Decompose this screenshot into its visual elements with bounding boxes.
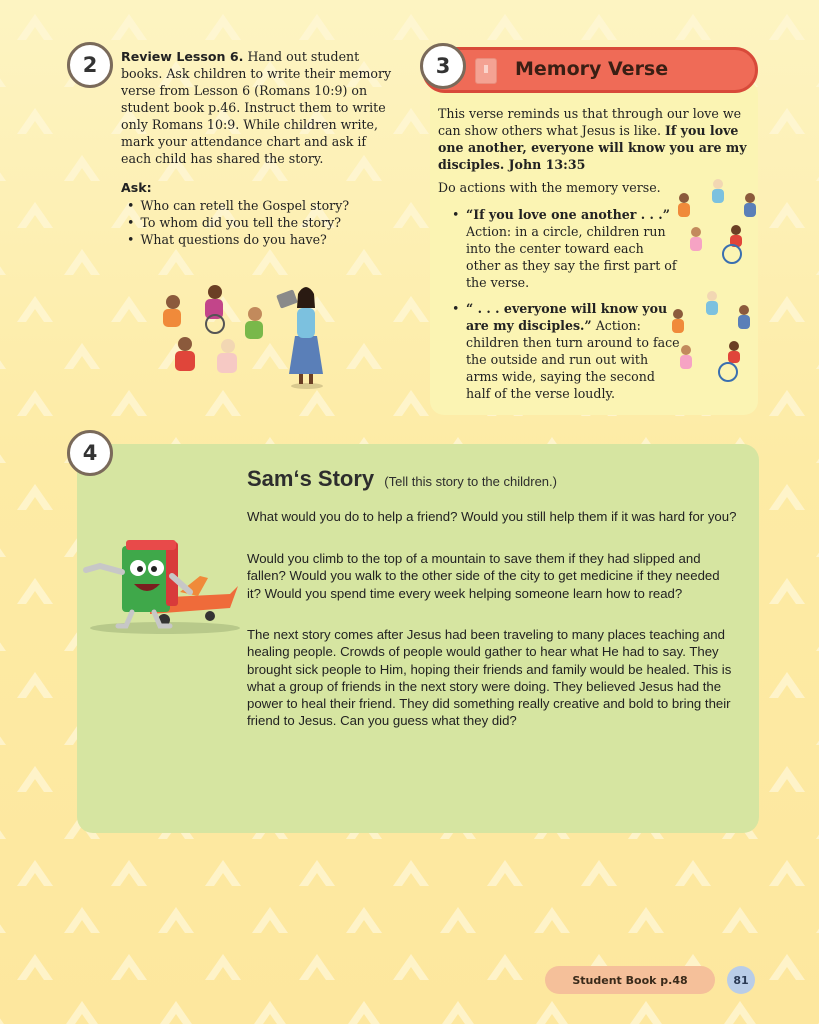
ask-item: • To whom did you tell the story? xyxy=(127,214,349,231)
children-running-in-illustration xyxy=(670,176,762,268)
section-2-instructions xyxy=(121,48,396,167)
verse-quote: “If you love one another . . .” xyxy=(466,207,670,222)
step-3-badge xyxy=(420,43,466,89)
teacher-with-children-illustration xyxy=(155,278,335,393)
memory-verse-intro xyxy=(438,105,748,173)
memory-verse-header xyxy=(422,47,758,93)
story-title-text: Sam‘s Story xyxy=(247,466,375,491)
story-subtitle: (Tell this story to the children.) xyxy=(384,474,557,489)
section-2-lead: Review Lesson 6. xyxy=(121,49,244,64)
ask-label: Ask: xyxy=(121,180,152,195)
book-mascot-illustration xyxy=(80,536,245,636)
step-2-number: 2 xyxy=(82,53,98,77)
page-number-badge xyxy=(727,966,755,994)
story-paragraph: Would you climb to the top of a mountain to save them if they had slipped and fallen? Would you walk to the other side of the city to get medicine if they needed it? Would you spend time every week helping someone learn how to read? xyxy=(247,551,720,601)
verse-action: Action: in a circle, children run into the center toward each other as they say the first part of the verse. xyxy=(466,224,677,290)
step-4-badge xyxy=(67,430,113,476)
step-4-number: 4 xyxy=(82,441,98,465)
step-3-number: 3 xyxy=(435,54,451,78)
do-actions-label: Do actions with the memory verse. xyxy=(438,180,661,195)
page-number: 81 xyxy=(733,973,749,987)
verse-action: Action: children then turn around to face the outside and run out with arms wide, saying the second half of the verse loudly. xyxy=(466,318,680,401)
ask-item: • Who can retell the Gospel story? xyxy=(127,197,349,214)
memory-verse-title: Memory Verse xyxy=(515,58,669,80)
children-running-out-illustration xyxy=(664,288,759,388)
verse-action-item xyxy=(452,300,680,402)
section-2-body: Hand out student books. Ask children to write their memory verse from Lesson 6 (Romans 10:9) on student book p.46. Instruct them to write only Romans 10:9. While children write, mark your attendance chart and ask if each child has shared the story. xyxy=(121,49,392,166)
student-book-reference xyxy=(545,966,715,994)
story-paragraph: The next story comes after Jesus had been traveling to many places teaching and healing people. Crowds of people would gather to hear what He had to say. They brought sick people to Him, hoping their friends and family would be healed. This is what a group of friends in the next story were doing. They believed Jesus had the power to heal their friend. They did something really creative and bold to bring their friend to Jesus. Can you guess what they did? xyxy=(247,627,732,729)
story-title xyxy=(247,466,557,492)
step-2-badge xyxy=(67,42,113,88)
book-icon xyxy=(475,58,497,84)
memory-verse-intro-text: This verse reminds us that through our love we can show others what Jesus is like. xyxy=(438,106,742,138)
student-book-reference-text: Student Book p.48 xyxy=(572,973,688,987)
ask-item: • What questions do you have? xyxy=(127,231,349,248)
memory-verse-text: If you love one another, everyone will know you are my disciples. John 13:35 xyxy=(438,123,747,172)
verse-quote: “ . . . everyone will know you are my disciples.” xyxy=(466,301,668,333)
story-paragraph: What would you do to help a friend? Would you still help them if it was hard for you? xyxy=(247,509,737,524)
verse-action-item xyxy=(452,206,680,291)
ask-list xyxy=(127,197,349,248)
